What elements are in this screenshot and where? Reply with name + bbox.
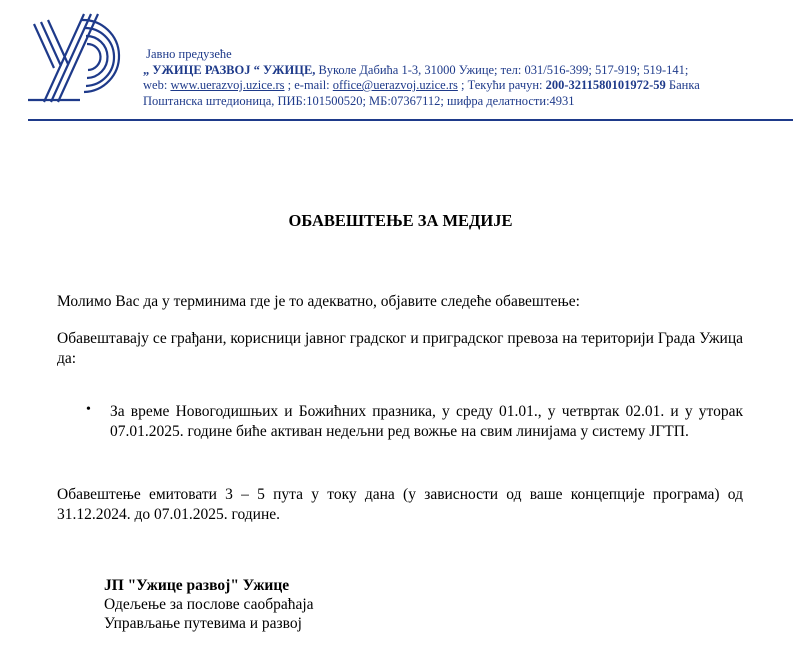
signature-unit: Управљање путевима и развој xyxy=(104,615,302,632)
signature-department: Одељење за послове саобраћаја xyxy=(104,596,314,613)
email-link[interactable]: office@uerazvoj.uzice.rs xyxy=(332,78,458,92)
intro-paragraph: Молимо Вас да у терминима где је то адекватно, објавите следеће обавештење: xyxy=(57,293,580,310)
company-logo-icon xyxy=(24,8,124,108)
header-divider xyxy=(28,119,793,121)
notice-paragraph: Обавештавају се грађани, корисници јавног градског и приградског превоза на територији Града Ужица да: xyxy=(57,330,743,367)
bullet-icon: • xyxy=(86,402,91,417)
broadcast-paragraph: Обавештење емитовати 3 – 5 пута у току дана (у зависности од ваше концепције програма) од 31.12.2024. до 07.01.2025. године. xyxy=(57,486,743,523)
header-line-4: Поштанска штедионица, ПИБ:101500520; МБ:07367112; шифра делатности:4931 xyxy=(143,93,575,108)
list-item: За време Новогодишњих и Божићних празника, у среду 01.01., у четвртак 02.01. и у уторак 07.01.2025. године биће активан недељни ред вожње на свим линијама у систему ЈГТП. xyxy=(110,403,743,440)
website-link[interactable]: www.uerazvoj.uzice.rs xyxy=(170,78,285,92)
web-label: web: xyxy=(143,78,171,92)
header-org-type: Јавно предузеће xyxy=(146,47,232,61)
document-title: ОБАВЕШТЕЊЕ ЗА МЕДИЈЕ xyxy=(288,211,513,230)
header-line-2 xyxy=(143,63,783,79)
account-number: 200-3211580101972-59 xyxy=(545,78,666,92)
header-line-1 xyxy=(143,47,783,63)
email-label: ; e-mail: xyxy=(284,78,333,92)
bank-label: Банка xyxy=(665,78,700,92)
header-line-3 xyxy=(143,78,783,94)
signature-org: ЈП "Ужице развој" Ужице xyxy=(104,577,290,594)
account-label: ; Текући рачун: xyxy=(457,78,546,92)
company-header xyxy=(143,47,783,109)
signature-block xyxy=(104,576,314,633)
company-name: „ УЖИЦЕ РАЗВОЈ “ УЖИЦЕ, xyxy=(143,62,316,77)
company-address: Вуколе Дабића 1-3, 31000 Ужице; тел: 031/516-399; 517-919; 519-141; xyxy=(315,62,689,77)
